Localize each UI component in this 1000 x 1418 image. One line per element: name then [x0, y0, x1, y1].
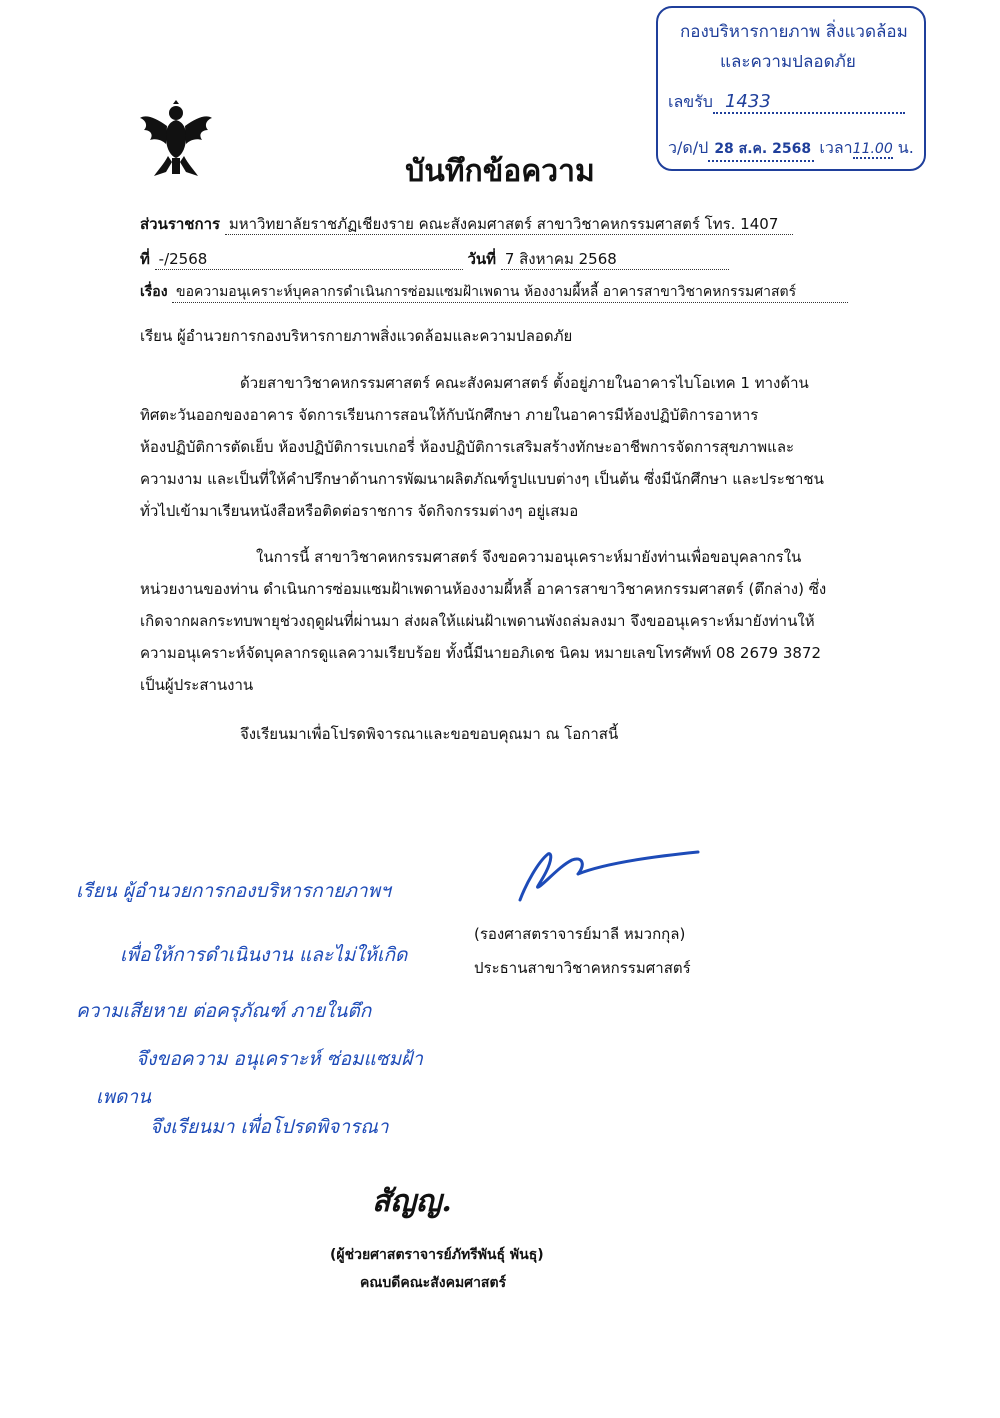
ref-label: ที่ — [140, 250, 150, 268]
paragraph-2-line: เกิดจากผลกระทบพายุช่วงฤดูฝนที่ผ่านมา ส่งผลให้แผ่นฝ้าเพดานพังถล่มลงมา จึงขออนุเคราะห์มายังท่านให้ — [140, 612, 815, 630]
receipt-stamp — [656, 6, 926, 171]
handwritten-note-line: เรียน ผู้อำนวยการกองบริหารกายภาพฯ — [76, 880, 391, 902]
stamp-receipt-label: เลขรับ — [668, 92, 713, 111]
paragraph-1-line: ความงาม และเป็นที่ให้คำปรึกษาด้านการพัฒนาผลิตภัณฑ์รูปแบบต่างๆ เป็นต้น ซึ่งมีนักศึกษา และประชาชน — [140, 470, 824, 488]
stamp-office-line2: และความปลอดภัย — [720, 52, 856, 72]
date-value: 7 สิงหาคม 2568 — [501, 249, 729, 270]
paragraph-2-line: เป็นผู้ประสานงาน — [140, 676, 254, 694]
paragraph-2-line: หน่วยงานของท่าน ดำเนินการซ่อมแซมฝ้าเพดานห้องงามผี้หลี้ อาคารสาขาวิชาคหกรรมศาสตร์ (ตึกล่าง) ซึ่ง — [140, 580, 827, 598]
handwritten-note-line: เพื่อให้การดำเนินงาน และไม่ให้เกิด — [120, 944, 408, 966]
stamp-date-label: ว/ด/ป — [668, 138, 709, 157]
signer-2-position: คณบดีคณะสังคมศาสตร์ — [360, 1275, 507, 1291]
paragraph-1-line: ทั่วไปเข้ามาเรียนหนังสือหรือติดต่อราชการ จัดกิจกรรมต่างๆ อยู่เสมอ — [140, 502, 579, 520]
header-ref-date-row — [140, 249, 729, 270]
date-label: วันที่ — [467, 250, 497, 268]
signer-1-position: ประธานสาขาวิชาคหกรรมศาสตร์ — [474, 959, 691, 977]
dept-label: ส่วนราชการ — [140, 215, 221, 233]
paragraph-2-line: ความอนุเคราะห์จัดบุคลากรดูแลความเรียบร้อย ทั้งนี้มีนายอภิเดช นิคม หมายเลขโทรศัพท์ 08 2679 3872 — [140, 644, 822, 662]
stamp-time-unit: น. — [897, 138, 914, 157]
stamp-receipt-row — [668, 90, 905, 115]
handwritten-note-line: ความเสียหาย ต่อครุภัณฑ์ ภายในตึก — [76, 1000, 372, 1022]
dept-value: มหาวิทยาลัยราชภัฏเชียงราย คณะสังคมศาสตร์ สาขาวิชาคหกรรมศาสตร์ โทร. 1407 — [225, 214, 793, 235]
paragraph-2-line: ในการนี้ สาขาวิชาคหกรรมศาสตร์ จึงขอความอนุเคราะห์มายังท่านเพื่อขอบุคลากรใน — [256, 548, 802, 566]
signer-1-name: (รองศาสตราจารย์มาลี หมวกกุล) — [474, 925, 686, 943]
handwritten-note-line: เพดาน — [96, 1086, 152, 1108]
subject-label: เรื่อง — [140, 284, 168, 300]
signature-2: สัญญ. — [372, 1184, 452, 1219]
handwritten-note-line: จึงขอความ อนุเคราะห์ ซ่อมแซมฝ้า — [136, 1048, 423, 1070]
stamp-receipt-number: 1433 — [713, 91, 905, 114]
signer-2-name: (ผู้ช่วยศาสตราจารย์ภัทรีพันธุ์ พันธุ) — [330, 1247, 544, 1263]
paragraph-1-line: ด้วยสาขาวิชาคหกรรมศาสตร์ คณะสังคมศาสตร์ ตั้งอยู่ภายในอาคารไบโอเทค 1 ทางด้าน — [240, 374, 809, 392]
handwritten-note-line: จึงเรียนมา เพื่อโปรดพิจารณา — [150, 1116, 389, 1138]
paragraph-1-line: ห้องปฏิบัติการตัดเย็บ ห้องปฏิบัติการเบเกอรี่ ห้องปฏิบัติการเสริมสร้างทักษะอาชีพการจัดการสุขภาพและ — [140, 438, 795, 456]
signature-1 — [508, 844, 708, 904]
paragraph-2 — [140, 541, 870, 701]
paragraph-1-line: ทิศตะวันออกของอาคาร จัดการเรียนการสอนให้กับนักศึกษา ภายในอาคารมีห้องปฏิบัติการอาหาร — [140, 406, 759, 424]
subject-value: ขอความอนุเคราะห์บุคลากรดำเนินการซ่อมแซมฝ้าเพดาน ห้องงามผี้หลี้ อาคารสาขาวิชาคหกรรมศาสตร์ — [172, 282, 848, 303]
ref-value: -/2568 — [155, 249, 463, 270]
stamp-time-value: 11.00 — [852, 141, 893, 157]
header-dept-row — [140, 214, 793, 235]
stamp-time-label: เวลา — [819, 138, 853, 157]
header-subject-row — [140, 282, 848, 303]
stamp-date-value: 28 ส.ค. 2568 — [708, 138, 814, 162]
salutation: เรียน ผู้อำนวยการกองบริหารกายภาพสิ่งแวดล้อมและความปลอดภัย — [140, 327, 573, 345]
stamp-office-line1: กองบริหารกายภาพ สิ่งแวดล้อม — [680, 22, 908, 42]
paragraph-1 — [140, 367, 870, 527]
closing-line: จึงเรียนมาเพื่อโปรดพิจารณาและขอขอบคุณมา ณ โอกาสนี้ — [240, 725, 619, 743]
memo-title: บันทึกข้อความ — [405, 154, 595, 189]
